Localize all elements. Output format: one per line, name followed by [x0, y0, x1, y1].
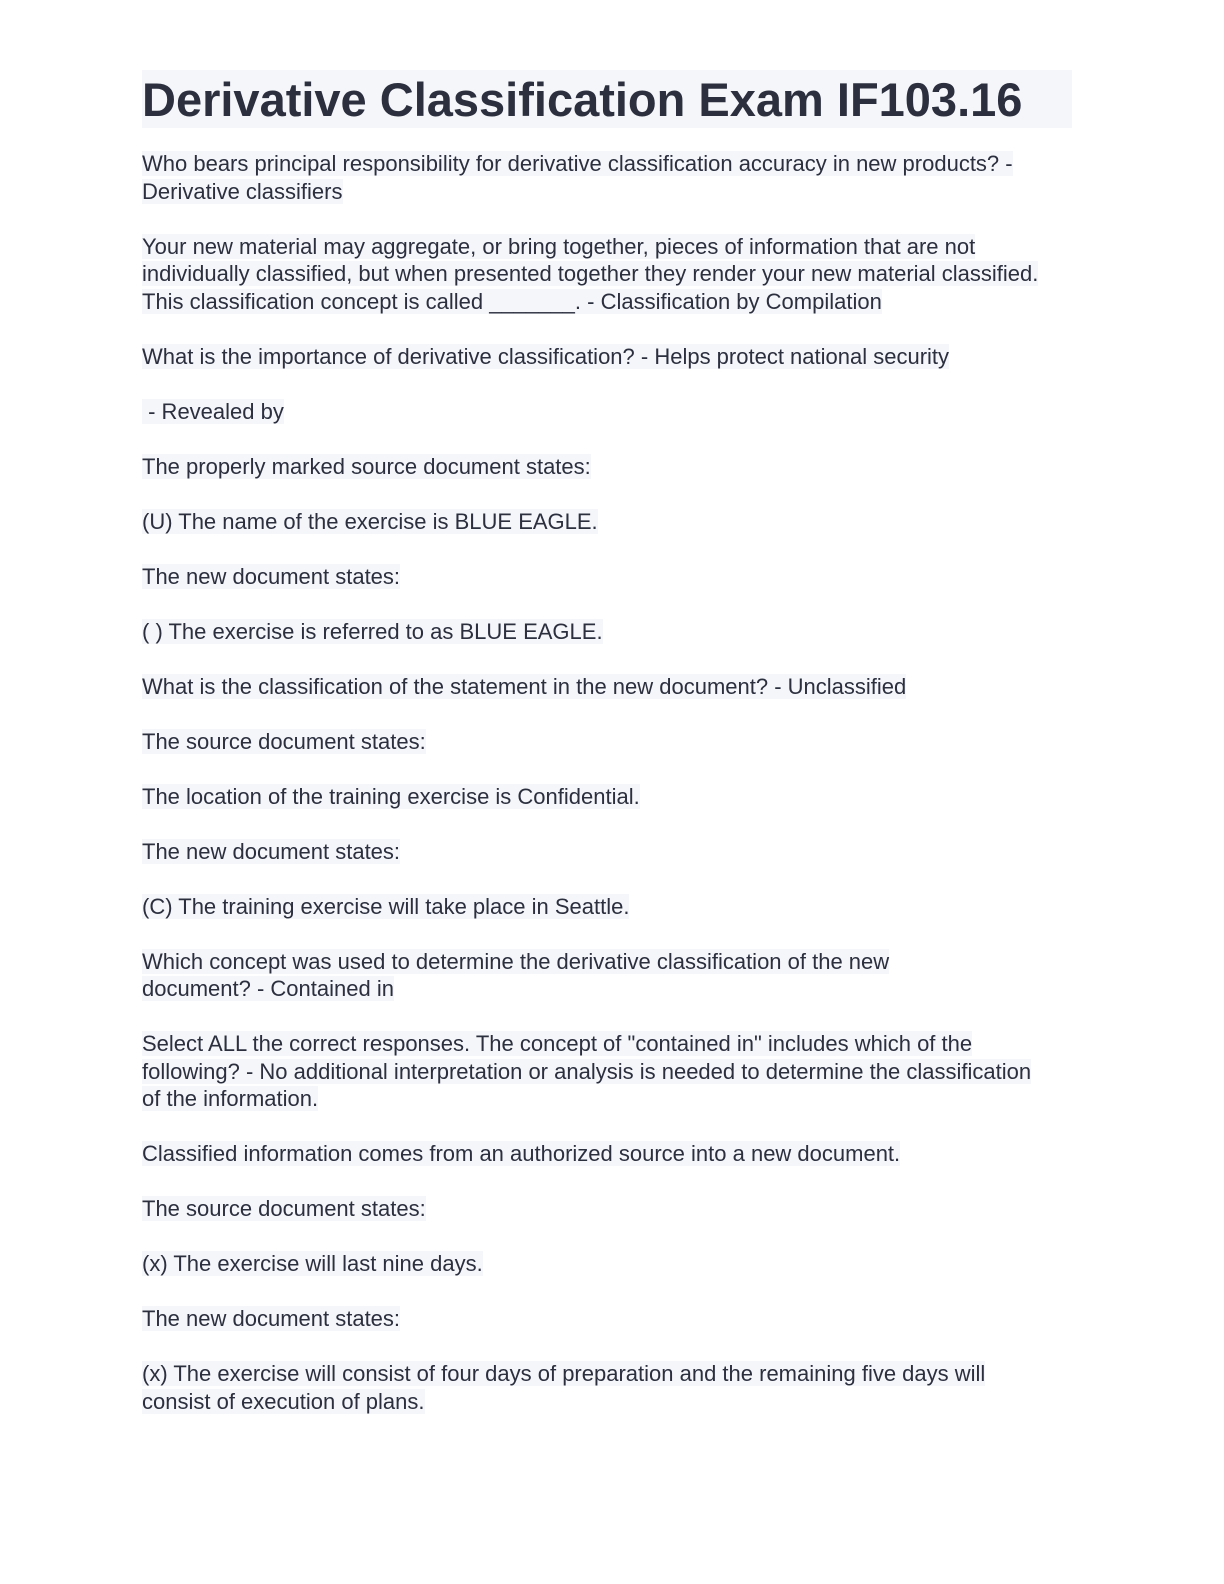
- paragraph: [142, 618, 1074, 646]
- paragraph-text: ( ) The exercise is referred to as BLUE EAGLE.: [142, 618, 603, 644]
- paragraph-text: Who bears principal responsibility for derivative classification accuracy in new products? - Derivative classifiers: [142, 151, 1013, 204]
- paragraph-text: The source document states:: [142, 1196, 426, 1221]
- paragraph-text: The new document states:: [142, 838, 401, 864]
- paragraph: [142, 150, 1072, 205]
- document-title: Derivative Classification Exam IF103.16: [142, 70, 1072, 128]
- paragraph: [142, 233, 1057, 316]
- paragraph: [142, 1030, 1047, 1113]
- paragraph: [142, 1360, 1057, 1415]
- paragraph: [142, 453, 1074, 481]
- paragraph-text: The new document states:: [142, 563, 401, 589]
- paragraph-text: Your new material may aggregate, or bring together, pieces of information that are not individually classified, but when presented together they render your new material classified. This classification concept is called _______. - Classification by Compilation: [142, 233, 1039, 314]
- paragraph-text: The location of the training exercise is Confidential.: [142, 783, 640, 809]
- paragraph-text: What is the classification of the statement in the new document? - Unclassified: [142, 673, 907, 699]
- paragraph: [142, 1250, 1074, 1278]
- paragraph-text: The properly marked source document states:: [142, 453, 591, 479]
- paragraph-text: (U) The name of the exercise is BLUE EAGLE.: [142, 508, 598, 534]
- paragraph: [142, 1305, 1074, 1333]
- paragraph: [142, 948, 962, 1003]
- paragraph: [142, 508, 1074, 536]
- paragraph-text: Classified information comes from an authorized source into a new document.: [142, 1141, 901, 1166]
- paragraph: [142, 673, 1074, 701]
- paragraph: [142, 783, 1074, 811]
- paragraph-text: - Revealed by: [142, 398, 284, 424]
- paragraph: [142, 893, 1074, 921]
- paragraph-text: The new document states:: [142, 1306, 401, 1331]
- paragraph-text: Which concept was used to determine the derivative classification of the new document? - Contained in: [142, 948, 890, 1001]
- paragraph-text: (C) The training exercise will take place in Seattle.: [142, 893, 630, 919]
- paragraph-text: What is the importance of derivative classification? - Helps protect national security: [142, 343, 950, 369]
- paragraph: [142, 1195, 1074, 1223]
- paragraph: [142, 343, 1074, 371]
- paragraph-text: The source document states:: [142, 728, 426, 754]
- paragraph: [142, 728, 1074, 756]
- paragraph-text: Select ALL the correct responses. The concept of "contained in" includes which of the following? - No additional interpretation or analysis is needed to determine the classification of the information.: [142, 1031, 1032, 1111]
- paragraph-text: (x) The exercise will consist of four days of preparation and the remaining five days will consist of execution of plans.: [142, 1361, 986, 1414]
- document-page: [142, 70, 1074, 1443]
- paragraph-text: (x) The exercise will last nine days.: [142, 1251, 483, 1276]
- paragraph: [142, 563, 1074, 591]
- paragraph: [142, 838, 1074, 866]
- paragraph: [142, 1140, 1074, 1168]
- paragraph: [142, 398, 1074, 426]
